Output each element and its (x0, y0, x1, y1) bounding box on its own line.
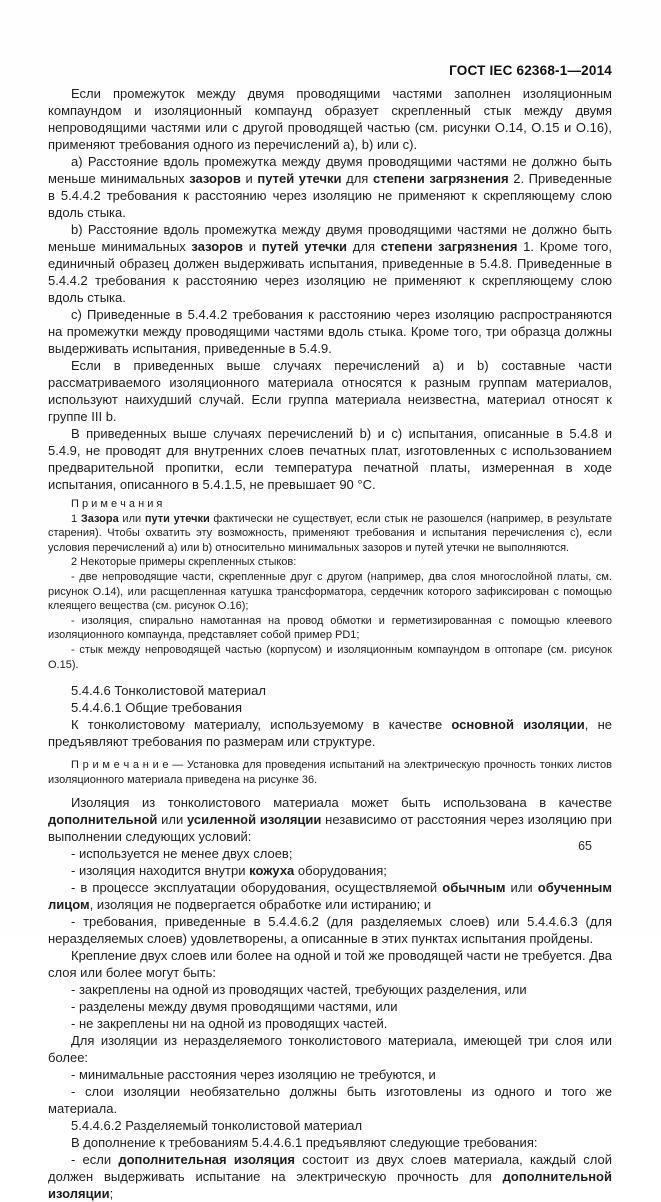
paragraph: - две непроводящие части, скрепленные друг с другом (например, два слоя многослойной платы, см. рисунок О.14), или расщепленная катушка трансформатора, сердечник которого зафиксирован с помощью клеящего вещества (см. рисунок О.16); (48, 570, 612, 613)
paragraph: - требования, приведенные в 5.4.4.6.2 (для разделяемых слоев) или 5.4.4.6.3 (для неразделяемых слоев) удовлетворены, а описанные в этих пунктах испытания пройдены. (48, 914, 612, 947)
paragraph: - стык между непроводящей частью (корпусом) и изоляционным компаундом в оптопаре (см. рисунок О.15). (48, 643, 612, 671)
paragraph: Если промежуток между двумя проводящими частями заполнен изоляционным компаундом и изоляционный компаунд образует скрепленный стык между двумя непроводящими частями или с другой проводящей частью (см. рисунки О.14, О.15 и О.16), применяют требования одного из перечислений а), b) или с). (48, 86, 612, 152)
paragraph: - закреплены на одной из проводящих частей, требующих разделения, или (71, 982, 527, 998)
paragraph: - в процессе эксплуатации оборудования, осуществляемой обычным или обученным лицом, изоляция не подвергается обработке или истиранию; и (48, 880, 612, 913)
paragraph: с) Приведенные в 5.4.4.2 требования к расстоянию через изоляцию распространяются на промежутки между проводящими частями вдоль стыка. Кроме того, три образца должны выдерживать испытания, приведенные в 5.4.9. (48, 307, 612, 356)
paragraph: В приведенных выше случаях перечислений b) и с) испытания, описанные в 5.4.8 и 5.4.9, не проводят для внутренних слоев печатных плат, изготовленных с использованием предварительной пропитки, если температура печатной платы, измеренная в ходе испытания, описанного в 5.4.1.5, не превышает 90 °С. (48, 426, 612, 492)
paragraph: - если дополнительная изоляция состоит из двух слоев материала, каждый слой должен выдерживать испытание на электрическую прочность для дополнительной изоляции; (48, 1152, 612, 1202)
paragraph: 5.4.4.6 Тонколистовой материал (71, 683, 266, 699)
paragraph: - разделены между двумя проводящими частями, или (71, 999, 398, 1015)
paragraph: Крепление двух слоев или более на одной и той же проводящей части не требуется. Два слоя или более могут быть: (48, 948, 612, 981)
paragraph: 1 Зазора или пути утечки фактически не существует, если стык не разошелся (например, в результате старения). Чтобы охватить эту возможность, применяют требования и испытания перечисления с), если условия перечислений а) или b) относительно минимальных зазоров и путей утечки не выполняются. (48, 512, 612, 554)
paragraph: - минимальные расстояния через изоляцию не требуются, и (71, 1067, 436, 1083)
paragraph: П р и м е ч а н и я (71, 498, 163, 510)
paragraph: Если в приведенных выше случаях перечислений а) и b) составные части рассматриваемого изоляционного материала относятся к разным группам материалов, используют наихудший случай. Если группа материала неизвестна, материал относят к группе III b. (48, 358, 612, 424)
page-header: ГОСТ IEC 62368-1—2014 (449, 63, 612, 78)
paragraph: - используется не менее двух слоев; (71, 846, 293, 862)
paragraph: 5.4.4.6.2 Разделяемый тонколистовой материал (71, 1118, 363, 1134)
paragraph: - не закреплены ни на одной из проводящих частей. (71, 1016, 388, 1032)
page-number: 65 (578, 839, 592, 853)
paragraph: 5.4.4.6.1 Общие требования (71, 700, 242, 716)
paragraph: b) Расстояние вдоль промежутка между двумя проводящими частями не должно быть меньше минимальных зазоров и путей утечки для степени загрязнения 1. Кроме того, единичный образец должен выдерживать испытания, приведенные в 5.4.8. Приведенные в 5.4.4.2 требования к расстоянию через изоляцию не применяют к скрепляющему слою вдоль стыка. (48, 222, 612, 305)
paragraph: 2 Некоторые примеры скрепленных стыков: (71, 556, 297, 569)
paragraph: К тонколистовому материалу, используемому в качестве основной изоляции, не предъявляют требования по размерам или структуре. (48, 717, 613, 750)
paragraph: - слои изоляции необязательно должны быть изготовлены из одного и того же материала. (48, 1084, 612, 1117)
document-content (48, 85, 612, 1202)
paragraph: Изоляция из тонколистового материала может быть использована в качестве дополнительной или усиленной изоляции независимо от расстояния через изоляцию при выполнении следующих условий: (48, 795, 612, 845)
paragraph: а) Расстояние вдоль промежутка между двумя проводящими частями не должно быть меньше минимальных зазоров и путей утечки для степени загрязнения 2. Приведенные в 5.4.4.2 требования к расстоянию через изоляцию не применяют к скрепляющему слою вдоль стыка. (48, 154, 612, 220)
paragraph: - изоляция находится внутри кожуха оборудования; (71, 863, 387, 879)
paragraph: - изоляция, спирально намотанная на провод обмотки и герметизированная с помощью клеевого изоляционного компаунда, представляет собой пример PD1; (48, 614, 612, 642)
paragraph: В дополнение к требованиям 5.4.4.6.1 предъявляют следующие требования: (71, 1135, 538, 1151)
paragraph: Для изоляции из неразделяемого тонколистового материала, имеющей три слоя или более: (48, 1033, 612, 1066)
paragraph: П р и м е ч а н и е — Установка для проведения испытаний на электрическую прочность тонких листов изоляционного материала приведена на рисунке 36. (48, 759, 612, 786)
